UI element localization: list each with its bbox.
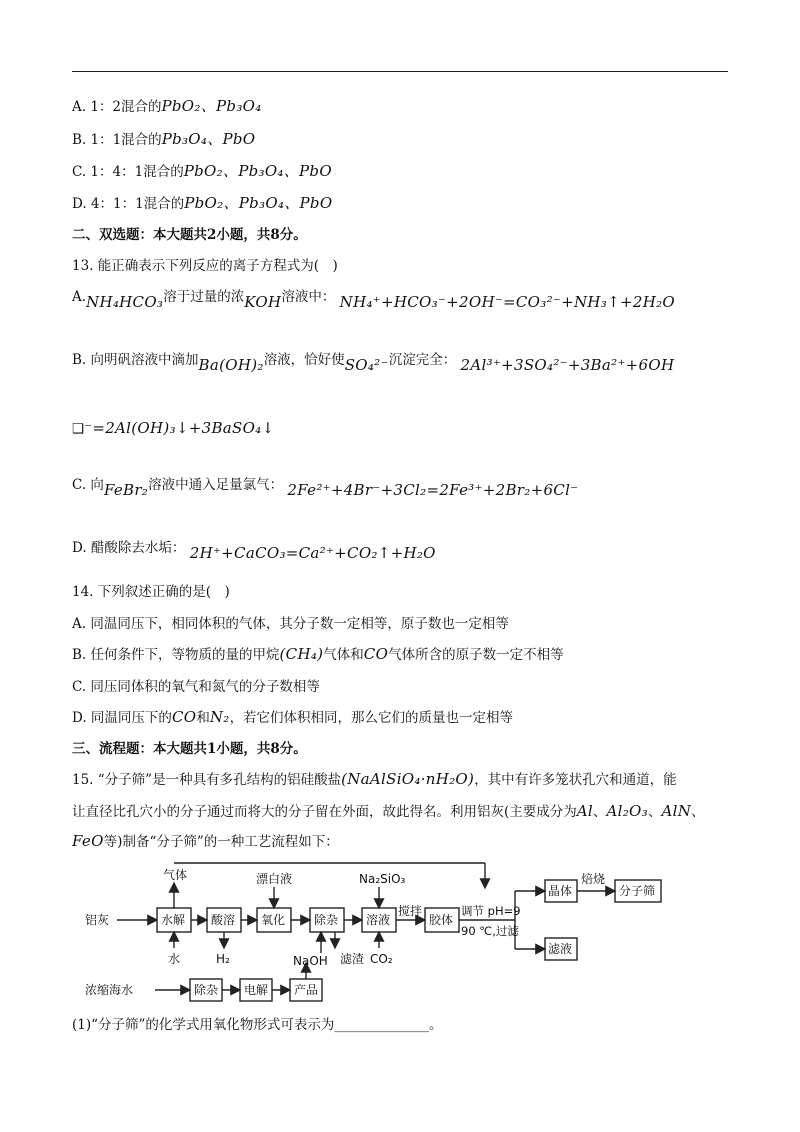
flow-co2: CO₂ [370,952,393,966]
flow-h2: H₂ [216,952,230,966]
flow-bleach: 漂白液 [256,872,293,886]
flow-cond1: 调节 pH=9 [461,904,521,918]
missing-glyph-icon: ❑ [72,421,85,437]
flow-residue: 滤渣 [340,952,365,966]
q13-option-a: A.NH₄HCO₃溶于过量的浓KOH溶液中： NH₄⁺+HCO₃⁻+2OH⁻=CO₃²⁻+NH₃↑+2H₂O [72,289,675,311]
q12-option-c: C. 1：4：1混合的PbO₂、Pb₃O₄、PbO [72,162,332,180]
q14-option-a: A. 同温同压下，相同体积的气体，其分子数一定相等，原子数也一定相等 [72,616,509,632]
q14-option-d: D. 同温同压下的CO和N₂，若它们体积相同，那么它们的质量也一定相等 [72,708,514,726]
flow-raw: 铝灰 [85,913,110,927]
header-rule [72,71,728,72]
q12-option-d: D. 4：1：1混合的PbO₂、Pb₃O₄、PbO [72,194,333,212]
q13-option-b-cont: ❑⁻=2Al(OH)₃↓+3BaSO₄↓ [72,419,275,437]
q15-line1: 15. “分子筛”是一种具有多孔结构的铝硅酸盐(NaAlSiO₄·nH₂O)，其中有许多笼状孔穴和通道，能 [72,770,677,788]
flow-sea: 浓缩海水 [85,983,134,997]
flow-water: 水 [168,952,181,966]
q13-option-d: D. 醋酸除去水垢： 2H⁺+CaCO₃=Ca²⁺+CO₂↑+H₂O [72,540,436,562]
q14-option-b: B. 任何条件下，等物质的量的甲烷(CH₄)气体和CO气体所含的原子数一定不相等 [72,645,564,663]
flow-product: 分子筛 [619,884,656,898]
section2-title: 二、双选题：本大题共2小题，共8分。 [72,227,307,243]
process-flowchart [85,853,705,1012]
flow-step6: 胶体 [429,913,454,927]
flow-crystal: 晶体 [548,884,573,898]
q13-stem: 13. 能正确表示下列反应的离子方程式为( ) [72,258,338,274]
q13-option-b: B. 向明矾溶液中滴加Ba(OH)₂溶液，恰好使SO₄²⁻沉淀完全： 2Al³⁺+3SO₄²⁻+3Ba²⁺+6OH [72,352,675,374]
q12-option-b: B. 1：1混合的Pb₃O₄、PbO [72,130,256,148]
flow-sea1: 除杂 [194,983,219,997]
flow-step1: 水解 [161,913,186,927]
q14-stem: 14. 下列叙述正确的是( ) [72,584,230,600]
flow-sea3: 产品 [294,983,319,997]
q15-line2: 让直径比孔穴小的分子通过而将大的分子留在外面，故此得名。利用铝灰(主要成分为Al、Al₂O₃、AlN、 [72,802,705,820]
flow-filtrate: 滤液 [548,942,573,956]
flow-gas: 气体 [163,868,188,882]
flow-step3: 氧化 [261,913,286,927]
flow-bake: 焙烧 [581,872,606,886]
flow-naoh: NaOH [293,954,328,968]
flow-step2: 酸溶 [211,913,236,927]
q14-option-c: C. 同压同体积的氧气和氮气的分子数相等 [72,679,320,695]
flow-stir: 搅拌 [398,904,423,918]
q13-option-c: C. 向FeBr₂溶液中通入足量氯气： 2Fe²⁺+4Br⁻+3Cl₂=2Fe³⁺+2Br₂+6Cl⁻ [72,477,579,499]
flow-step5: 溶液 [366,913,391,927]
flow-sea2: 电解 [244,983,269,997]
q12-option-a: A. 1：2混合的PbO₂、Pb₃O₄ [72,97,262,115]
section3-title: 三、流程题：本大题共1小题，共8分。 [72,741,307,757]
q15-sub1: (1)“分子筛”的化学式用氧化物形式可表示为______________。 [72,1017,443,1033]
flow-na2sio3: Na₂SiO₃ [359,872,406,886]
flow-step4: 除杂 [314,913,339,927]
q15-line3: FeO等)制备“分子筛”的一种工艺流程如下： [72,832,339,850]
flow-cond2: 90 ℃,过滤 [461,924,519,938]
answer-blank[interactable]: ______________ [334,1017,429,1033]
